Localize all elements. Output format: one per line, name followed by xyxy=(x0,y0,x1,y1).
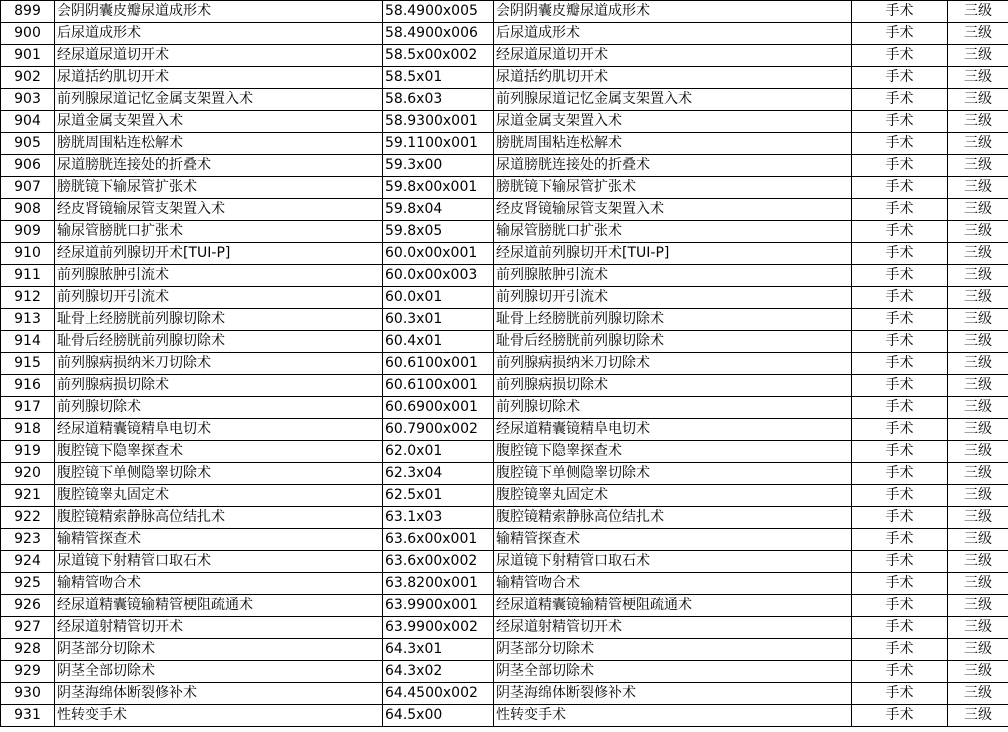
procedure-name-standard-cell: 前列腺脓肿引流术 xyxy=(494,265,852,287)
procedure-type-cell: 手术 xyxy=(852,45,948,67)
row-number-cell: 928 xyxy=(1,639,55,661)
procedure-code-cell: 60.6100x001 xyxy=(383,353,494,375)
procedure-code-cell: 60.6900x001 xyxy=(383,397,494,419)
procedure-type-cell: 手术 xyxy=(852,265,948,287)
procedure-name-cell: 尿道膀胱连接处的折叠术 xyxy=(55,155,383,177)
table-row xyxy=(1,199,1008,221)
procedure-name-standard-cell: 前列腺病损切除术 xyxy=(494,375,852,397)
procedure-name-cell: 后尿道成形术 xyxy=(55,23,383,45)
procedure-level-cell: 三级 xyxy=(948,397,1008,419)
procedure-name-standard-cell: 阴茎全部切除术 xyxy=(494,661,852,683)
procedure-level-cell: 三级 xyxy=(948,463,1008,485)
procedure-name-standard-cell: 前列腺切除术 xyxy=(494,397,852,419)
procedure-code-cell: 58.6x03 xyxy=(383,89,494,111)
procedure-name-standard-cell: 输精管探查术 xyxy=(494,529,852,551)
procedure-name-cell: 前列腺病损切除术 xyxy=(55,375,383,397)
table-row xyxy=(1,529,1008,551)
row-number-cell: 917 xyxy=(1,397,55,419)
procedure-code-cell: 60.0x01 xyxy=(383,287,494,309)
procedure-name-cell: 耻骨后经膀胱前列腺切除术 xyxy=(55,331,383,353)
table-row xyxy=(1,441,1008,463)
procedure-name-standard-cell: 前列腺病损纳米刀切除术 xyxy=(494,353,852,375)
procedure-level-cell: 三级 xyxy=(948,199,1008,221)
table-row xyxy=(1,705,1008,727)
procedure-type-cell: 手术 xyxy=(852,485,948,507)
row-number-cell: 901 xyxy=(1,45,55,67)
procedure-code-cell: 63.9900x002 xyxy=(383,617,494,639)
row-number-cell: 904 xyxy=(1,111,55,133)
procedure-name-standard-cell: 经尿道精囊镜精阜电切术 xyxy=(494,419,852,441)
procedure-code-cell: 58.5x01 xyxy=(383,67,494,89)
row-number-cell: 914 xyxy=(1,331,55,353)
procedure-code-cell: 60.3x01 xyxy=(383,309,494,331)
table-row xyxy=(1,331,1008,353)
procedure-name-standard-cell: 腹腔镜睾丸固定术 xyxy=(494,485,852,507)
row-number-cell: 913 xyxy=(1,309,55,331)
row-number-cell: 929 xyxy=(1,661,55,683)
procedure-level-cell: 三级 xyxy=(948,331,1008,353)
row-number-cell: 910 xyxy=(1,243,55,265)
procedure-name-cell: 经尿道尿道切开术 xyxy=(55,45,383,67)
procedure-code-cell: 59.3x00 xyxy=(383,155,494,177)
table-row xyxy=(1,287,1008,309)
procedure-type-cell: 手术 xyxy=(852,67,948,89)
row-number-cell: 930 xyxy=(1,683,55,705)
procedure-name-cell: 性转变手术 xyxy=(55,705,383,727)
procedure-code-cell: 60.4x01 xyxy=(383,331,494,353)
procedure-code-cell: 63.1x03 xyxy=(383,507,494,529)
procedure-code-cell: 64.3x01 xyxy=(383,639,494,661)
procedure-code-cell: 58.4900x006 xyxy=(383,23,494,45)
row-number-cell: 902 xyxy=(1,67,55,89)
procedure-name-cell: 尿道括约肌切开术 xyxy=(55,67,383,89)
procedure-type-cell: 手术 xyxy=(852,551,948,573)
procedure-type-cell: 手术 xyxy=(852,419,948,441)
procedure-name-cell: 前列腺病损纳米刀切除术 xyxy=(55,353,383,375)
procedure-name-standard-cell: 前列腺切开引流术 xyxy=(494,287,852,309)
row-number-cell: 905 xyxy=(1,133,55,155)
procedure-type-cell: 手术 xyxy=(852,441,948,463)
procedure-name-cell: 经皮肾镜输尿管支架置入术 xyxy=(55,199,383,221)
procedure-type-cell: 手术 xyxy=(852,89,948,111)
procedure-type-cell: 手术 xyxy=(852,23,948,45)
procedure-level-cell: 三级 xyxy=(948,375,1008,397)
procedure-level-cell: 三级 xyxy=(948,551,1008,573)
procedure-code-cell: 58.5x00x002 xyxy=(383,45,494,67)
procedure-name-standard-cell: 尿道金属支架置入术 xyxy=(494,111,852,133)
procedure-code-cell: 64.3x02 xyxy=(383,661,494,683)
procedure-code-cell: 60.0x00x003 xyxy=(383,265,494,287)
procedure-level-cell: 三级 xyxy=(948,155,1008,177)
table-row xyxy=(1,683,1008,705)
procedure-code-cell: 59.8x05 xyxy=(383,221,494,243)
procedure-type-cell: 手术 xyxy=(852,221,948,243)
procedure-name-standard-cell: 经尿道前列腺切开术[TUI-P] xyxy=(494,243,852,265)
row-number-cell: 912 xyxy=(1,287,55,309)
row-number-cell: 926 xyxy=(1,595,55,617)
row-number-cell: 907 xyxy=(1,177,55,199)
procedure-name-standard-cell: 膀胱周围粘连松解术 xyxy=(494,133,852,155)
procedure-name-standard-cell: 尿道括约肌切开术 xyxy=(494,67,852,89)
row-number-cell: 915 xyxy=(1,353,55,375)
table-body xyxy=(1,1,1008,727)
procedure-type-cell: 手术 xyxy=(852,639,948,661)
procedure-name-standard-cell: 耻骨后经膀胱前列腺切除术 xyxy=(494,331,852,353)
table-row xyxy=(1,551,1008,573)
procedure-code-cell: 63.6x00x001 xyxy=(383,529,494,551)
procedure-code-cell: 59.1100x001 xyxy=(383,133,494,155)
procedure-name-cell: 尿道镜下射精管口取石术 xyxy=(55,551,383,573)
row-number-cell: 903 xyxy=(1,89,55,111)
procedure-name-cell: 膀胱镜下输尿管扩张术 xyxy=(55,177,383,199)
table-row xyxy=(1,397,1008,419)
procedure-name-standard-cell: 前列腺尿道记忆金属支架置入术 xyxy=(494,89,852,111)
procedure-type-cell: 手术 xyxy=(852,375,948,397)
procedure-name-standard-cell: 经尿道精囊镜输精管梗阻疏通术 xyxy=(494,595,852,617)
procedure-type-cell: 手术 xyxy=(852,507,948,529)
table-row xyxy=(1,265,1008,287)
procedure-level-cell: 三级 xyxy=(948,485,1008,507)
procedure-name-standard-cell: 阴茎海绵体断裂修补术 xyxy=(494,683,852,705)
procedure-type-cell: 手术 xyxy=(852,133,948,155)
procedure-type-cell: 手术 xyxy=(852,287,948,309)
row-number-cell: 899 xyxy=(1,1,55,23)
table-row xyxy=(1,133,1008,155)
table-row xyxy=(1,507,1008,529)
procedure-name-cell: 经尿道精囊镜精阜电切术 xyxy=(55,419,383,441)
table-row xyxy=(1,661,1008,683)
procedure-level-cell: 三级 xyxy=(948,89,1008,111)
procedure-level-cell: 三级 xyxy=(948,265,1008,287)
procedure-name-standard-cell: 后尿道成形术 xyxy=(494,23,852,45)
row-number-cell: 931 xyxy=(1,705,55,727)
procedure-type-cell: 手术 xyxy=(852,683,948,705)
table-row xyxy=(1,419,1008,441)
procedure-level-cell: 三级 xyxy=(948,441,1008,463)
procedure-code-cell: 63.6x00x002 xyxy=(383,551,494,573)
procedure-name-cell: 阴茎全部切除术 xyxy=(55,661,383,683)
procedure-name-standard-cell: 性转变手术 xyxy=(494,705,852,727)
procedure-name-cell: 膀胱周围粘连松解术 xyxy=(55,133,383,155)
procedure-name-standard-cell: 尿道镜下射精管口取石术 xyxy=(494,551,852,573)
row-number-cell: 906 xyxy=(1,155,55,177)
procedure-level-cell: 三级 xyxy=(948,507,1008,529)
procedure-name-standard-cell: 经尿道射精管切开术 xyxy=(494,617,852,639)
procedure-name-cell: 会阴阴囊皮瓣尿道成形术 xyxy=(55,1,383,23)
procedure-name-standard-cell: 会阴阴囊皮瓣尿道成形术 xyxy=(494,1,852,23)
table-row xyxy=(1,639,1008,661)
procedure-type-cell: 手术 xyxy=(852,463,948,485)
table-row xyxy=(1,617,1008,639)
procedure-name-cell: 阴茎部分切除术 xyxy=(55,639,383,661)
row-number-cell: 925 xyxy=(1,573,55,595)
procedure-name-cell: 尿道金属支架置入术 xyxy=(55,111,383,133)
row-number-cell: 900 xyxy=(1,23,55,45)
row-number-cell: 927 xyxy=(1,617,55,639)
procedure-name-standard-cell: 输尿管膀胱口扩张术 xyxy=(494,221,852,243)
procedure-name-cell: 经尿道精囊镜输精管梗阻疏通术 xyxy=(55,595,383,617)
procedure-type-cell: 手术 xyxy=(852,573,948,595)
procedure-level-cell: 三级 xyxy=(948,529,1008,551)
procedure-code-cell: 63.9900x001 xyxy=(383,595,494,617)
procedure-level-cell: 三级 xyxy=(948,573,1008,595)
table-row xyxy=(1,573,1008,595)
procedure-name-cell: 前列腺尿道记忆金属支架置入术 xyxy=(55,89,383,111)
procedure-name-cell: 腹腔镜下隐睾探查术 xyxy=(55,441,383,463)
row-number-cell: 924 xyxy=(1,551,55,573)
procedure-name-cell: 经尿道射精管切开术 xyxy=(55,617,383,639)
procedure-type-cell: 手术 xyxy=(852,353,948,375)
procedure-level-cell: 三级 xyxy=(948,639,1008,661)
procedure-level-cell: 三级 xyxy=(948,705,1008,727)
procedure-name-cell: 输精管吻合术 xyxy=(55,573,383,595)
table-row xyxy=(1,155,1008,177)
procedure-name-cell: 经尿道前列腺切开术[TUI-P] xyxy=(55,243,383,265)
procedure-code-cell: 58.4900x005 xyxy=(383,1,494,23)
procedure-name-cell: 阴茎海绵体断裂修补术 xyxy=(55,683,383,705)
procedure-level-cell: 三级 xyxy=(948,23,1008,45)
procedure-level-cell: 三级 xyxy=(948,1,1008,23)
procedure-level-cell: 三级 xyxy=(948,683,1008,705)
table-row xyxy=(1,221,1008,243)
procedure-name-cell: 腹腔镜精索静脉高位结扎术 xyxy=(55,507,383,529)
procedure-name-cell: 输尿管膀胱口扩张术 xyxy=(55,221,383,243)
procedure-name-standard-cell: 经尿道尿道切开术 xyxy=(494,45,852,67)
row-number-cell: 911 xyxy=(1,265,55,287)
table-row xyxy=(1,353,1008,375)
procedure-code-cell: 59.8x00x001 xyxy=(383,177,494,199)
table-row xyxy=(1,89,1008,111)
procedure-type-cell: 手术 xyxy=(852,397,948,419)
procedure-code-cell: 60.7900x002 xyxy=(383,419,494,441)
procedure-type-cell: 手术 xyxy=(852,331,948,353)
procedure-level-cell: 三级 xyxy=(948,595,1008,617)
procedure-code-cell: 64.5x00 xyxy=(383,705,494,727)
row-number-cell: 920 xyxy=(1,463,55,485)
table-row xyxy=(1,243,1008,265)
procedure-level-cell: 三级 xyxy=(948,617,1008,639)
procedure-name-cell: 腹腔镜睾丸固定术 xyxy=(55,485,383,507)
procedure-code-cell: 59.8x04 xyxy=(383,199,494,221)
procedure-name-standard-cell: 输精管吻合术 xyxy=(494,573,852,595)
procedure-type-cell: 手术 xyxy=(852,705,948,727)
procedure-name-cell: 输精管探查术 xyxy=(55,529,383,551)
procedure-type-cell: 手术 xyxy=(852,661,948,683)
procedure-type-cell: 手术 xyxy=(852,617,948,639)
procedure-level-cell: 三级 xyxy=(948,243,1008,265)
procedure-type-cell: 手术 xyxy=(852,309,948,331)
table-row xyxy=(1,1,1008,23)
procedure-type-cell: 手术 xyxy=(852,111,948,133)
procedure-level-cell: 三级 xyxy=(948,45,1008,67)
procedure-level-cell: 三级 xyxy=(948,133,1008,155)
procedure-name-cell: 前列腺脓肿引流术 xyxy=(55,265,383,287)
procedure-code-cell: 60.0x00x001 xyxy=(383,243,494,265)
table-row xyxy=(1,375,1008,397)
procedure-name-standard-cell: 腹腔镜下隐睾探查术 xyxy=(494,441,852,463)
table-row xyxy=(1,309,1008,331)
table-row xyxy=(1,177,1008,199)
procedure-level-cell: 三级 xyxy=(948,221,1008,243)
procedure-level-cell: 三级 xyxy=(948,419,1008,441)
procedure-code-cell: 62.5x01 xyxy=(383,485,494,507)
procedure-type-cell: 手术 xyxy=(852,595,948,617)
procedure-type-cell: 手术 xyxy=(852,1,948,23)
table-row xyxy=(1,595,1008,617)
table-row xyxy=(1,463,1008,485)
procedure-level-cell: 三级 xyxy=(948,67,1008,89)
procedure-level-cell: 三级 xyxy=(948,287,1008,309)
table-row xyxy=(1,67,1008,89)
procedure-code-cell: 58.9300x001 xyxy=(383,111,494,133)
procedure-code-cell: 62.0x01 xyxy=(383,441,494,463)
procedure-code-cell: 63.8200x001 xyxy=(383,573,494,595)
row-number-cell: 921 xyxy=(1,485,55,507)
table-row xyxy=(1,485,1008,507)
procedure-type-cell: 手术 xyxy=(852,243,948,265)
procedure-name-standard-cell: 腹腔镜精索静脉高位结扎术 xyxy=(494,507,852,529)
procedure-name-cell: 腹腔镜下单侧隐睾切除术 xyxy=(55,463,383,485)
procedure-code-cell: 64.4500x002 xyxy=(383,683,494,705)
row-number-cell: 918 xyxy=(1,419,55,441)
procedure-name-standard-cell: 阴茎部分切除术 xyxy=(494,639,852,661)
row-number-cell: 919 xyxy=(1,441,55,463)
procedure-type-cell: 手术 xyxy=(852,155,948,177)
procedure-type-cell: 手术 xyxy=(852,529,948,551)
procedure-name-standard-cell: 腹腔镜下单侧隐睾切除术 xyxy=(494,463,852,485)
procedure-name-standard-cell: 经皮肾镜输尿管支架置入术 xyxy=(494,199,852,221)
row-number-cell: 923 xyxy=(1,529,55,551)
procedure-level-cell: 三级 xyxy=(948,309,1008,331)
procedure-type-cell: 手术 xyxy=(852,199,948,221)
table-row xyxy=(1,23,1008,45)
procedure-code-cell: 62.3x04 xyxy=(383,463,494,485)
procedure-level-cell: 三级 xyxy=(948,661,1008,683)
procedure-name-cell: 耻骨上经膀胱前列腺切除术 xyxy=(55,309,383,331)
procedure-name-cell: 前列腺切开引流术 xyxy=(55,287,383,309)
row-number-cell: 916 xyxy=(1,375,55,397)
procedure-level-cell: 三级 xyxy=(948,177,1008,199)
procedure-code-cell: 60.6100x001 xyxy=(383,375,494,397)
procedure-level-cell: 三级 xyxy=(948,111,1008,133)
procedure-name-standard-cell: 耻骨上经膀胱前列腺切除术 xyxy=(494,309,852,331)
row-number-cell: 909 xyxy=(1,221,55,243)
row-number-cell: 908 xyxy=(1,199,55,221)
procedure-name-standard-cell: 膀胱镜下输尿管扩张术 xyxy=(494,177,852,199)
table-row xyxy=(1,45,1008,67)
procedure-type-cell: 手术 xyxy=(852,177,948,199)
row-number-cell: 922 xyxy=(1,507,55,529)
procedure-level-cell: 三级 xyxy=(948,353,1008,375)
procedure-name-cell: 前列腺切除术 xyxy=(55,397,383,419)
table-row xyxy=(1,111,1008,133)
procedure-name-standard-cell: 尿道膀胱连接处的折叠术 xyxy=(494,155,852,177)
